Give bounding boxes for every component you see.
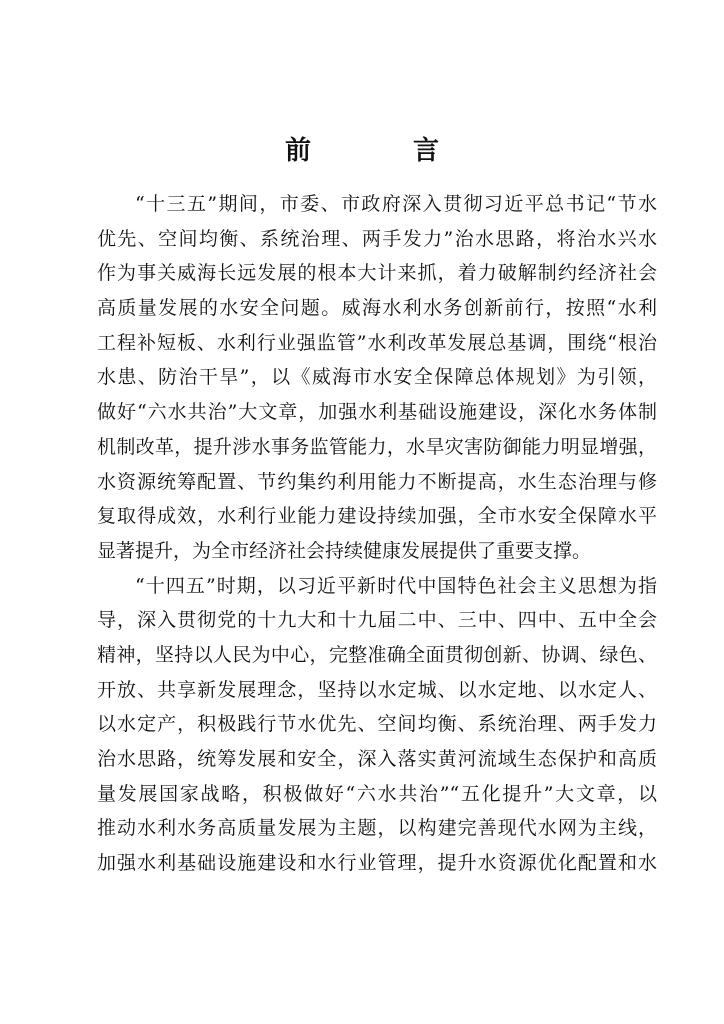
text-line: 做好“六水共治”大文章，加强水利基础设施建设，深化水务体制 <box>97 401 657 424</box>
text-line: 水患、防治干旱”，以《威海市水安全保障总体规划》为引领， <box>97 366 657 389</box>
text-line: 开放、共享新发展理念，坚持以水定城、以水定地、以水定人、 <box>97 678 657 701</box>
text-line: 治水思路，统筹发展和安全，深入落实黄河流域生态保护和高质 <box>97 748 657 770</box>
text-line: 以水定产，积极践行节水优先、空间均衡、系统治理、两手发力 <box>97 713 657 736</box>
text-line: 精神，坚持以人民为中心，完整准确全面贯彻创新、协调、绿色、 <box>97 643 657 666</box>
text-line: 优先、空间均衡、系统治理、两手发力”治水思路，将治水兴水 <box>97 227 657 250</box>
text-line: 工程补短板、水利行业强监管”水利改革发展总基调，围绕“根治 <box>97 331 657 354</box>
text-line: 作为事关威海长远发展的根本大计来抓，着力破解制约经济社会 <box>97 262 657 285</box>
page-title: 前 言 <box>284 136 477 166</box>
text-line: 导，深入贯彻党的十九大和十九届二中、三中、四中、五中全会 <box>97 609 657 632</box>
text-line: 机制改革，提升涉水事务监管能力，水旱灾害防御能力明显增强， <box>97 435 657 458</box>
text-line: “十三五”期间，市委、市政府深入贯彻习近平总书记“节水 <box>135 193 657 215</box>
text-line: 显著提升，为全市经济社会持续健康发展提供了重要支撑。 <box>97 539 592 562</box>
text-line: “十四五”时期，以习近平新时代中国特色社会主义思想为指 <box>135 574 657 597</box>
text-line: 加强水利基础设施建设和水行业管理，提升水资源优化配置和水 <box>97 852 657 875</box>
text-line: 高质量发展的水安全问题。威海水利水务创新前行，按照“水利 <box>97 297 657 320</box>
text-line: 推动水利水务高质量发展为主题，以构建完善现代水网为主线， <box>97 817 657 840</box>
text-line: 量发展国家战略，积极做好“六水共治”“五化提升”大文章，以 <box>97 782 657 805</box>
text-line: 复取得成效，水利行业能力建设持续加强，全市水安全保障水平 <box>97 505 657 528</box>
body-text <box>97 187 657 881</box>
text-line: 水资源统筹配置、节约集约利用能力不断提高，水生态治理与修 <box>97 470 657 493</box>
